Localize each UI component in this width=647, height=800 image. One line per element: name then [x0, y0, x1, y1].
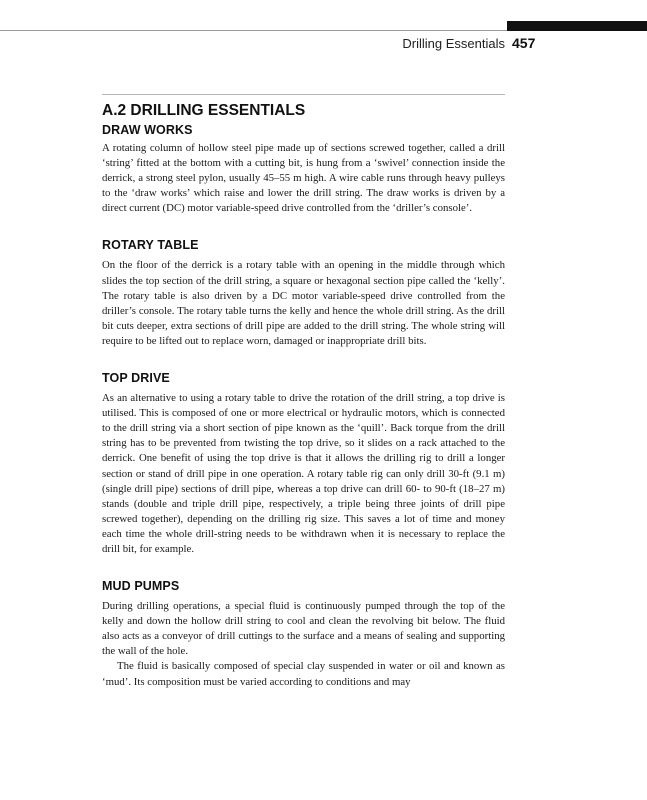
paragraph-draw-works: A rotating column of hollow steel pipe made up of sections screwed together, called a drill ‘string’ fitted at the bottom with a cutting bit, is hung from a ‘swivel’ connection inside the derrick, a strong steel pylon, usually 45–55 m high. A wire cable runs through heavy pulleys to the ‘draw works’ which raise and lower the drill string. The draw works is driven by a direct current (DC) motor variable-speed drive controlled from the ‘driller’s console’.: [102, 142, 505, 215]
running-title: Drilling Essentials: [402, 36, 505, 51]
page-content: [102, 94, 505, 690]
paragraph-mud-pumps-2: The fluid is basically composed of special clay suspended in water or oil and known as ‘mud’. Its composition must be varied according to conditions and may: [102, 660, 505, 688]
subheading-draw-works: DRAW WORKS: [102, 123, 193, 137]
subheading-rotary-table: ROTARY TABLE: [102, 238, 199, 253]
subheading-top-drive: TOP DRIVE: [102, 371, 170, 386]
header-bar: [507, 21, 647, 31]
paragraph-top-drive: As an alternative to using a rotary table to drive the rotation of the drill string, a top drive is utilised. This is composed of one or more electrical or hydraulic motors, which is connected to the drill string via a short section of pipe known as the ‘quill’. Back torque from the drill string has to be prevented from twisting the top drive, so it slides on a rack attached to the derrick. One benefit of using the top drive is that it allows the drilling rig to drill a longer section or stand of drill pipe in one operation. A rotary table rig can only drill 30-ft (9.1 m) (single drill pipe) sections of drill pipe, whereas a top drive can drill 60- to 90-ft (18–27 m) stands (double and triple drill pipe, respectively, a triple being three joints of drill pipe screwed together), depending on the drilling rig size. This saves a lot of time and money each time the whole drill-string needs to be withdrawn when it is necessary to replace the drill bit, for example.: [102, 392, 505, 555]
page-number: 457: [512, 35, 536, 51]
subheading-mud-pumps: MUD PUMPS: [102, 579, 180, 594]
paragraph-rotary-table: On the floor of the derrick is a rotary table with an opening in the middle through which slides the top section of the drill string, a square or hexagonal section pipe called the ‘kelly’. The rotary table is also driven by a DC motor variable-speed drive controlled from the driller’s console. The rotary table turns the kelly and hence the whole drill string. As the drill bit cuts deeper, extra sections of drill pipe are added to the drill string. The whole string will require to be lifted out to replace worn, damaged or inappropriate drill bits.: [102, 259, 505, 347]
header-rule: [0, 30, 507, 31]
section-rule: [102, 94, 505, 95]
paragraph-mud-pumps-1: During drilling operations, a special fluid is continuously pumped through the top of the kelly and down the hollow drill string to cool and clean the revolving bit below. The fluid also acts as a conveyor of drill cuttings to the surface and a means of sealing and supporting the wall of the hole.: [102, 600, 505, 658]
section-title: A.2 DRILLING ESSENTIALS: [102, 102, 306, 119]
